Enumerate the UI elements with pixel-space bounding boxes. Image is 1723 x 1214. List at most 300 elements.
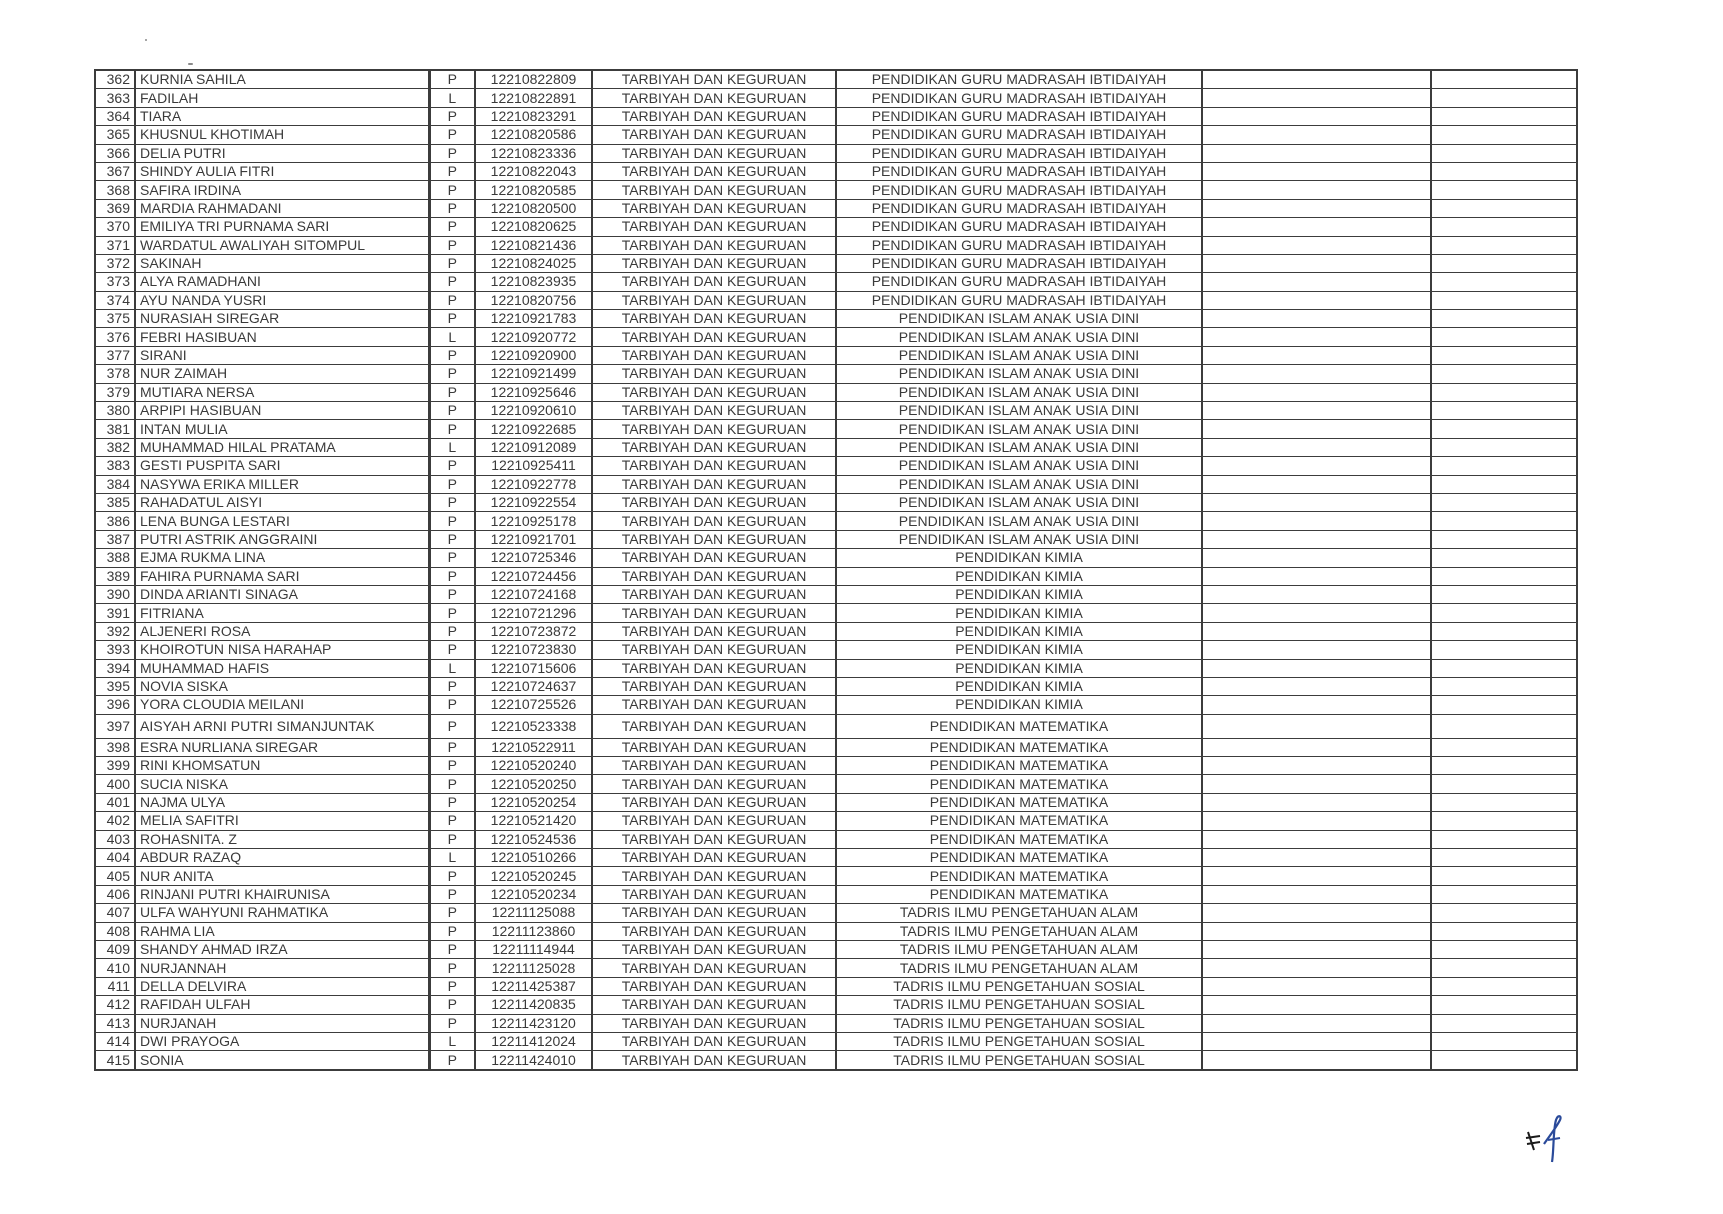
- student-id: 12210822043: [475, 162, 592, 180]
- row-number: 395: [95, 677, 135, 695]
- student-name: EJMA RUKMA LINA: [135, 549, 429, 567]
- table-row: [95, 475, 1577, 493]
- blank-cell: [1431, 775, 1577, 793]
- blank-cell: [1202, 922, 1431, 940]
- student-name: TIARA: [135, 107, 429, 125]
- blank-cell: [1431, 604, 1577, 622]
- faculty: TARBIYAH DAN KEGURUAN: [592, 126, 836, 144]
- gender: L: [429, 659, 475, 677]
- study-program: PENDIDIKAN MATEMATIKA: [836, 849, 1202, 867]
- blank-cell: [1202, 714, 1431, 738]
- student-id: 12210520245: [475, 867, 592, 885]
- student-name: YORA CLOUDIA MEILANI: [135, 696, 429, 714]
- student-name: PUTRI ASTRIK ANGGRAINI: [135, 530, 429, 548]
- blank-cell: [1431, 696, 1577, 714]
- student-name: RAFIDAH ULFAH: [135, 996, 429, 1014]
- student-id: 12210824025: [475, 254, 592, 272]
- faculty: TARBIYAH DAN KEGURUAN: [592, 512, 836, 530]
- study-program: PENDIDIKAN ISLAM ANAK USIA DINI: [836, 346, 1202, 364]
- row-number: 407: [95, 904, 135, 922]
- blank-cell: [1202, 402, 1431, 420]
- row-number: 414: [95, 1032, 135, 1050]
- faculty: TARBIYAH DAN KEGURUAN: [592, 236, 836, 254]
- blank-cell: [1202, 622, 1431, 640]
- table-row: [95, 383, 1577, 401]
- blank-cell: [1202, 291, 1431, 309]
- row-number: 382: [95, 438, 135, 456]
- study-program: PENDIDIKAN GURU MADRASAH IBTIDAIYAH: [836, 126, 1202, 144]
- student-name: ALJENERI ROSA: [135, 622, 429, 640]
- table-row: [95, 254, 1577, 272]
- student-name: INTAN MULIA: [135, 420, 429, 438]
- gender: P: [429, 585, 475, 603]
- row-number: 399: [95, 757, 135, 775]
- row-number: 415: [95, 1051, 135, 1070]
- faculty: TARBIYAH DAN KEGURUAN: [592, 310, 836, 328]
- student-id: 12210520254: [475, 793, 592, 811]
- student-id: 12210820585: [475, 181, 592, 199]
- faculty: TARBIYAH DAN KEGURUAN: [592, 659, 836, 677]
- student-id: 12210520234: [475, 885, 592, 903]
- table-row: [95, 549, 1577, 567]
- row-number: 370: [95, 218, 135, 236]
- row-number: 385: [95, 493, 135, 511]
- scan-speck: [145, 39, 147, 41]
- table-row: [95, 181, 1577, 199]
- row-number: 410: [95, 959, 135, 977]
- faculty: TARBIYAH DAN KEGURUAN: [592, 738, 836, 756]
- gender: P: [429, 457, 475, 475]
- blank-cell: [1431, 89, 1577, 107]
- study-program: PENDIDIKAN MATEMATIKA: [836, 793, 1202, 811]
- student-name: DWI PRAYOGA: [135, 1032, 429, 1050]
- gender: P: [429, 475, 475, 493]
- student-name: SONIA: [135, 1051, 429, 1070]
- student-name: NASYWA ERIKA MILLER: [135, 475, 429, 493]
- student-id: 12211125028: [475, 959, 592, 977]
- faculty: TARBIYAH DAN KEGURUAN: [592, 218, 836, 236]
- student-name: SUCIA NISKA: [135, 775, 429, 793]
- study-program: PENDIDIKAN ISLAM ANAK USIA DINI: [836, 383, 1202, 401]
- row-number: 383: [95, 457, 135, 475]
- blank-cell: [1202, 849, 1431, 867]
- faculty: TARBIYAH DAN KEGURUAN: [592, 1032, 836, 1050]
- study-program: PENDIDIKAN ISLAM ANAK USIA DINI: [836, 530, 1202, 548]
- faculty: TARBIYAH DAN KEGURUAN: [592, 420, 836, 438]
- faculty: TARBIYAH DAN KEGURUAN: [592, 402, 836, 420]
- faculty: TARBIYAH DAN KEGURUAN: [592, 996, 836, 1014]
- study-program: PENDIDIKAN ISLAM ANAK USIA DINI: [836, 475, 1202, 493]
- study-program: TADRIS ILMU PENGETAHUAN ALAM: [836, 959, 1202, 977]
- blank-cell: [1202, 328, 1431, 346]
- study-program: PENDIDIKAN ISLAM ANAK USIA DINI: [836, 512, 1202, 530]
- blank-cell: [1202, 867, 1431, 885]
- faculty: TARBIYAH DAN KEGURUAN: [592, 622, 836, 640]
- student-name: NUR ANITA: [135, 867, 429, 885]
- faculty: TARBIYAH DAN KEGURUAN: [592, 696, 836, 714]
- table-row: [95, 420, 1577, 438]
- gender: P: [429, 493, 475, 511]
- study-program: PENDIDIKAN ISLAM ANAK USIA DINI: [836, 420, 1202, 438]
- row-number: 392: [95, 622, 135, 640]
- row-number: 372: [95, 254, 135, 272]
- blank-cell: [1431, 126, 1577, 144]
- row-number: 389: [95, 567, 135, 585]
- blank-cell: [1202, 530, 1431, 548]
- study-program: PENDIDIKAN KIMIA: [836, 641, 1202, 659]
- blank-cell: [1202, 475, 1431, 493]
- gender: P: [429, 959, 475, 977]
- student-name: RINI KHOMSATUN: [135, 757, 429, 775]
- study-program: PENDIDIKAN ISLAM ANAK USIA DINI: [836, 402, 1202, 420]
- student-name: NAJMA ULYA: [135, 793, 429, 811]
- student-id: 12210724168: [475, 585, 592, 603]
- student-id: 12211424010: [475, 1051, 592, 1070]
- student-id: 12210524536: [475, 830, 592, 848]
- blank-cell: [1202, 126, 1431, 144]
- study-program: TADRIS ILMU PENGETAHUAN SOSIAL: [836, 1032, 1202, 1050]
- row-number: 412: [95, 996, 135, 1014]
- student-name: SHANDY AHMAD IRZA: [135, 940, 429, 958]
- student-name: SAFIRA IRDINA: [135, 181, 429, 199]
- table-row: [95, 1032, 1577, 1050]
- blank-cell: [1202, 273, 1431, 291]
- blank-cell: [1202, 346, 1431, 364]
- row-number: 363: [95, 89, 135, 107]
- blank-cell: [1202, 885, 1431, 903]
- study-program: PENDIDIKAN KIMIA: [836, 659, 1202, 677]
- blank-cell: [1202, 757, 1431, 775]
- gender: P: [429, 310, 475, 328]
- blank-cell: [1202, 696, 1431, 714]
- faculty: TARBIYAH DAN KEGURUAN: [592, 830, 836, 848]
- row-number: 387: [95, 530, 135, 548]
- gender: P: [429, 162, 475, 180]
- faculty: TARBIYAH DAN KEGURUAN: [592, 793, 836, 811]
- study-program: PENDIDIKAN GURU MADRASAH IBTIDAIYAH: [836, 89, 1202, 107]
- faculty: TARBIYAH DAN KEGURUAN: [592, 604, 836, 622]
- gender: P: [429, 383, 475, 401]
- student-name: DELLA DELVIRA: [135, 977, 429, 995]
- row-number: 394: [95, 659, 135, 677]
- study-program: TADRIS ILMU PENGETAHUAN SOSIAL: [836, 1051, 1202, 1070]
- gender: P: [429, 622, 475, 640]
- study-program: PENDIDIKAN GURU MADRASAH IBTIDAIYAH: [836, 70, 1202, 89]
- student-id: 12210823336: [475, 144, 592, 162]
- blank-cell: [1431, 714, 1577, 738]
- table-row: [95, 218, 1577, 236]
- row-number: 411: [95, 977, 135, 995]
- faculty: TARBIYAH DAN KEGURUAN: [592, 493, 836, 511]
- faculty: TARBIYAH DAN KEGURUAN: [592, 328, 836, 346]
- faculty: TARBIYAH DAN KEGURUAN: [592, 849, 836, 867]
- study-program: PENDIDIKAN MATEMATIKA: [836, 812, 1202, 830]
- student-id: 12210921499: [475, 365, 592, 383]
- student-name: WARDATUL AWALIYAH SITOMPUL: [135, 236, 429, 254]
- student-id: 12210922685: [475, 420, 592, 438]
- gender: P: [429, 199, 475, 217]
- student-id: 12211114944: [475, 940, 592, 958]
- student-name: ARPIPI HASIBUAN: [135, 402, 429, 420]
- table-body: [95, 70, 1577, 1070]
- blank-cell: [1431, 254, 1577, 272]
- gender: L: [429, 89, 475, 107]
- blank-cell: [1431, 199, 1577, 217]
- table-row: [95, 236, 1577, 254]
- blank-cell: [1202, 457, 1431, 475]
- student-id: 12210523338: [475, 714, 592, 738]
- faculty: TARBIYAH DAN KEGURUAN: [592, 107, 836, 125]
- scan-speck: [188, 63, 193, 65]
- table-row: [95, 885, 1577, 903]
- study-program: PENDIDIKAN KIMIA: [836, 567, 1202, 585]
- blank-cell: [1431, 849, 1577, 867]
- gender: P: [429, 549, 475, 567]
- blank-cell: [1202, 775, 1431, 793]
- blank-cell: [1431, 438, 1577, 456]
- gender: P: [429, 346, 475, 364]
- blank-cell: [1202, 738, 1431, 756]
- table-row: [95, 738, 1577, 756]
- blank-cell: [1202, 144, 1431, 162]
- study-program: PENDIDIKAN ISLAM ANAK USIA DINI: [836, 328, 1202, 346]
- table-row: [95, 402, 1577, 420]
- student-name: MUTIARA NERSA: [135, 383, 429, 401]
- student-name: SAKINAH: [135, 254, 429, 272]
- table-row: [95, 696, 1577, 714]
- blank-cell: [1202, 365, 1431, 383]
- faculty: TARBIYAH DAN KEGURUAN: [592, 89, 836, 107]
- blank-cell: [1202, 567, 1431, 585]
- student-id: 12211412024: [475, 1032, 592, 1050]
- blank-cell: [1202, 70, 1431, 89]
- row-number: 406: [95, 885, 135, 903]
- faculty: TARBIYAH DAN KEGURUAN: [592, 162, 836, 180]
- blank-cell: [1202, 904, 1431, 922]
- blank-cell: [1202, 89, 1431, 107]
- student-id: 12210921783: [475, 310, 592, 328]
- table-row: [95, 604, 1577, 622]
- table-row: [95, 812, 1577, 830]
- row-number: 404: [95, 849, 135, 867]
- faculty: TARBIYAH DAN KEGURUAN: [592, 812, 836, 830]
- student-id: 12210823291: [475, 107, 592, 125]
- row-number: 377: [95, 346, 135, 364]
- blank-cell: [1431, 144, 1577, 162]
- student-id: 12210520240: [475, 757, 592, 775]
- student-id: 12210510266: [475, 849, 592, 867]
- blank-cell: [1202, 677, 1431, 695]
- student-id: 12211123860: [475, 922, 592, 940]
- faculty: TARBIYAH DAN KEGURUAN: [592, 457, 836, 475]
- student-name: AISYAH ARNI PUTRI SIMANJUNTAK: [135, 714, 429, 738]
- table-row: [95, 641, 1577, 659]
- blank-cell: [1431, 162, 1577, 180]
- table-row: [95, 328, 1577, 346]
- gender: P: [429, 757, 475, 775]
- table-row: [95, 775, 1577, 793]
- table-row: [95, 904, 1577, 922]
- row-number: 413: [95, 1014, 135, 1032]
- study-program: PENDIDIKAN MATEMATIKA: [836, 830, 1202, 848]
- blank-cell: [1431, 273, 1577, 291]
- row-number: 375: [95, 310, 135, 328]
- student-id: 12210820500: [475, 199, 592, 217]
- gender: P: [429, 1014, 475, 1032]
- faculty: TARBIYAH DAN KEGURUAN: [592, 567, 836, 585]
- faculty: TARBIYAH DAN KEGURUAN: [592, 1014, 836, 1032]
- gender: P: [429, 181, 475, 199]
- study-program: PENDIDIKAN GURU MADRASAH IBTIDAIYAH: [836, 199, 1202, 217]
- blank-cell: [1431, 793, 1577, 811]
- table-row: [95, 438, 1577, 456]
- blank-cell: [1431, 402, 1577, 420]
- blank-cell: [1431, 959, 1577, 977]
- faculty: TARBIYAH DAN KEGURUAN: [592, 475, 836, 493]
- blank-cell: [1431, 549, 1577, 567]
- blank-cell: [1431, 677, 1577, 695]
- study-program: PENDIDIKAN KIMIA: [836, 622, 1202, 640]
- faculty: TARBIYAH DAN KEGURUAN: [592, 922, 836, 940]
- gender: L: [429, 849, 475, 867]
- student-name: NURJANNAH: [135, 959, 429, 977]
- study-program: TADRIS ILMU PENGETAHUAN SOSIAL: [836, 1014, 1202, 1032]
- gender: P: [429, 830, 475, 848]
- student-name: SHINDY AULIA FITRI: [135, 162, 429, 180]
- student-name: ROHASNITA. Z: [135, 830, 429, 848]
- student-id: 12211425387: [475, 977, 592, 995]
- study-program: PENDIDIKAN GURU MADRASAH IBTIDAIYAH: [836, 291, 1202, 309]
- row-number: 381: [95, 420, 135, 438]
- row-number: 384: [95, 475, 135, 493]
- blank-cell: [1431, 904, 1577, 922]
- faculty: TARBIYAH DAN KEGURUAN: [592, 977, 836, 995]
- student-id: 12211125088: [475, 904, 592, 922]
- table-row: [95, 1014, 1577, 1032]
- table-row: [95, 530, 1577, 548]
- student-name: FADILAH: [135, 89, 429, 107]
- study-program: PENDIDIKAN ISLAM ANAK USIA DINI: [836, 438, 1202, 456]
- study-program: PENDIDIKAN GURU MADRASAH IBTIDAIYAH: [836, 254, 1202, 272]
- blank-cell: [1202, 940, 1431, 958]
- blank-cell: [1202, 199, 1431, 217]
- gender: P: [429, 696, 475, 714]
- table-row: [95, 162, 1577, 180]
- gender: P: [429, 775, 475, 793]
- student-name: GESTI PUSPITA SARI: [135, 457, 429, 475]
- signature-initials: [1520, 1110, 1580, 1170]
- blank-cell: [1431, 922, 1577, 940]
- faculty: TARBIYAH DAN KEGURUAN: [592, 291, 836, 309]
- blank-cell: [1431, 365, 1577, 383]
- student-name: NUR ZAIMAH: [135, 365, 429, 383]
- student-id: 12210715606: [475, 659, 592, 677]
- blank-cell: [1202, 493, 1431, 511]
- blank-cell: [1431, 1051, 1577, 1070]
- blank-cell: [1431, 457, 1577, 475]
- student-id: 12210522911: [475, 738, 592, 756]
- table-row: [95, 585, 1577, 603]
- blank-cell: [1431, 420, 1577, 438]
- gender: P: [429, 365, 475, 383]
- student-id: 12210920772: [475, 328, 592, 346]
- table-row: [95, 199, 1577, 217]
- student-id: 12210922778: [475, 475, 592, 493]
- faculty: TARBIYAH DAN KEGURUAN: [592, 959, 836, 977]
- student-id: 12210921701: [475, 530, 592, 548]
- table-row: [95, 273, 1577, 291]
- row-number: 398: [95, 738, 135, 756]
- student-id: 12210725526: [475, 696, 592, 714]
- gender: P: [429, 144, 475, 162]
- study-program: PENDIDIKAN GURU MADRASAH IBTIDAIYAH: [836, 273, 1202, 291]
- student-name: MUHAMMAD HILAL PRATAMA: [135, 438, 429, 456]
- faculty: TARBIYAH DAN KEGURUAN: [592, 867, 836, 885]
- faculty: TARBIYAH DAN KEGURUAN: [592, 365, 836, 383]
- row-number: 400: [95, 775, 135, 793]
- student-name: MARDIA RAHMADANI: [135, 199, 429, 217]
- study-program: PENDIDIKAN GURU MADRASAH IBTIDAIYAH: [836, 162, 1202, 180]
- faculty: TARBIYAH DAN KEGURUAN: [592, 641, 836, 659]
- blank-cell: [1202, 959, 1431, 977]
- study-program: PENDIDIKAN MATEMATIKA: [836, 867, 1202, 885]
- row-number: 396: [95, 696, 135, 714]
- blank-cell: [1431, 1014, 1577, 1032]
- student-table: [94, 69, 1578, 1071]
- gender: P: [429, 641, 475, 659]
- faculty: TARBIYAH DAN KEGURUAN: [592, 714, 836, 738]
- gender: P: [429, 996, 475, 1014]
- blank-cell: [1431, 738, 1577, 756]
- faculty: TARBIYAH DAN KEGURUAN: [592, 70, 836, 89]
- student-name: SIRANI: [135, 346, 429, 364]
- table-row: [95, 922, 1577, 940]
- blank-cell: [1431, 310, 1577, 328]
- gender: P: [429, 126, 475, 144]
- faculty: TARBIYAH DAN KEGURUAN: [592, 549, 836, 567]
- blank-cell: [1431, 328, 1577, 346]
- student-id: 12210723872: [475, 622, 592, 640]
- blank-cell: [1202, 793, 1431, 811]
- table-row: [95, 512, 1577, 530]
- table-row: [95, 107, 1577, 125]
- gender: L: [429, 438, 475, 456]
- student-id: 12211423120: [475, 1014, 592, 1032]
- study-program: PENDIDIKAN MATEMATIKA: [836, 757, 1202, 775]
- blank-cell: [1202, 236, 1431, 254]
- faculty: TARBIYAH DAN KEGURUAN: [592, 199, 836, 217]
- study-program: TADRIS ILMU PENGETAHUAN SOSIAL: [836, 996, 1202, 1014]
- table-row: [95, 493, 1577, 511]
- blank-cell: [1202, 310, 1431, 328]
- table-row: [95, 677, 1577, 695]
- study-program: PENDIDIKAN MATEMATIKA: [836, 775, 1202, 793]
- blank-cell: [1202, 218, 1431, 236]
- row-number: 379: [95, 383, 135, 401]
- student-id: 12210922554: [475, 493, 592, 511]
- row-number: 388: [95, 549, 135, 567]
- student-name: EMILIYA TRI PURNAMA SARI: [135, 218, 429, 236]
- gender: P: [429, 291, 475, 309]
- blank-cell: [1202, 162, 1431, 180]
- study-program: PENDIDIKAN ISLAM ANAK USIA DINI: [836, 457, 1202, 475]
- faculty: TARBIYAH DAN KEGURUAN: [592, 677, 836, 695]
- row-number: 403: [95, 830, 135, 848]
- gender: P: [429, 567, 475, 585]
- student-name: NOVIA SISKA: [135, 677, 429, 695]
- student-name: ABDUR RAZAQ: [135, 849, 429, 867]
- faculty: TARBIYAH DAN KEGURUAN: [592, 904, 836, 922]
